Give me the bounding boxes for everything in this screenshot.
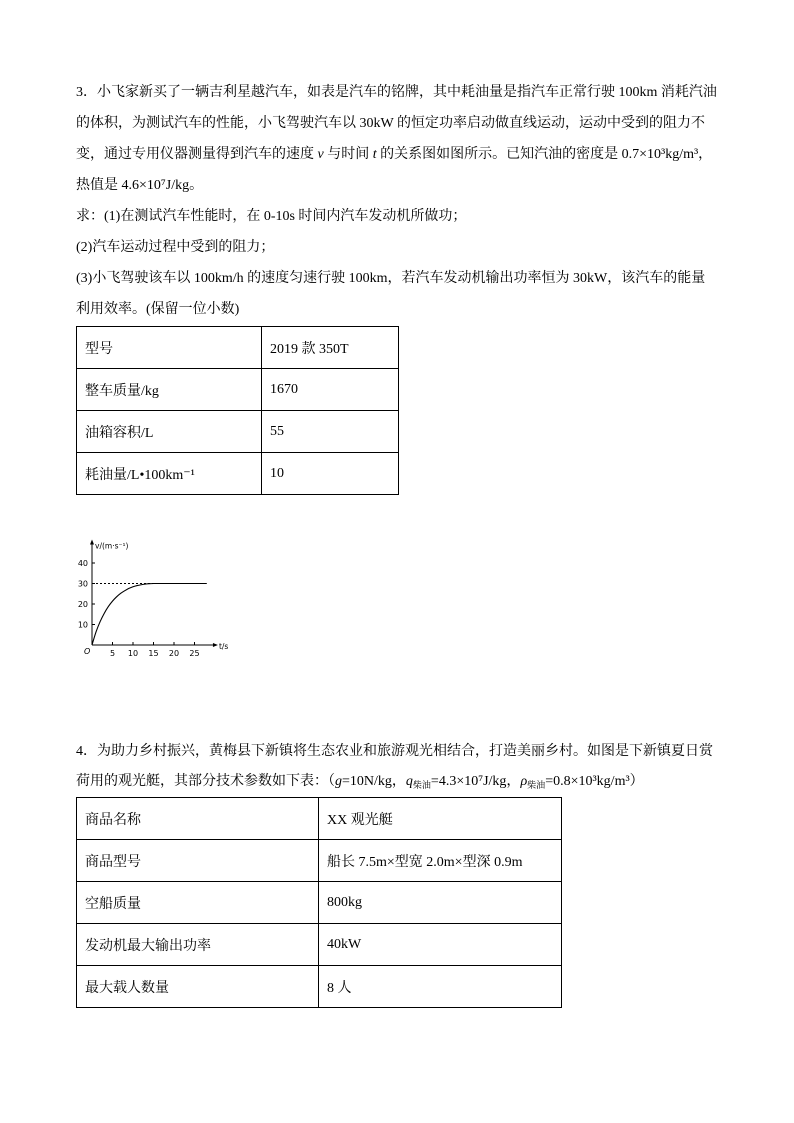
subscript-diesel: 柴油 [412,780,431,790]
question-3-text [76,77,717,325]
y-axis-label: v/(m·s⁻¹) [95,541,129,551]
table-cell-value: 2019 款 350T [262,327,399,369]
question-3-ask-1: 求：(1)在测试汽车性能时，在 0-10s 时间内汽车发动机所做功； [76,209,467,224]
velocity-symbol: v [317,147,324,162]
table-cell-label: 最大载人数量 [77,966,319,1008]
boat-spec-table [76,797,562,1008]
table-cell-value: 8 人 [319,966,562,1008]
table-row [77,327,399,369]
table-cell-label: 整车质量/kg [77,369,262,411]
x-axis-arrowhead [213,643,218,647]
table-row [77,411,399,453]
text-segment: =0.8×10³kg/m³） [545,774,644,789]
question-3-stem-line-3 [76,139,717,170]
table-cell-value: 10 [262,453,399,495]
text-segment: 变，通过专用仪器测量得到汽车的速度 [76,147,318,162]
text-segment: 荷用的观光艇，其部分技术参数如下表：（ [76,774,335,789]
car-nameplate-table [76,326,399,495]
table-row [77,924,562,966]
question-3-ask-2: (2)汽车运动过程中受到的阻力； [76,240,275,255]
table-cell-label: 发动机最大输出功率 [77,924,319,966]
table-cell-value: 55 [262,411,399,453]
table-row [77,840,562,882]
subscript-diesel: 柴油 [527,780,546,790]
table-cell-label: 型号 [77,327,262,369]
density-symbol: ρ [520,774,528,789]
x-axis-label: t/s [218,642,229,651]
question-3-ask-3-line-1: (3)小飞驾驶该车以 100km/h 的速度匀速行驶 100km，若汽车发动机输出功率恒为 30kW，该汽车的能量 [76,271,706,286]
velocity-time-chart [60,530,235,665]
table-row [77,882,562,924]
question-3-stem-line-4: 热值是 4.6×10⁷J/kg。 [76,178,204,193]
heat-value-symbol: q [405,774,413,789]
y-tick-label: 20 [77,600,88,609]
table-cell-label: 商品名称 [77,798,319,840]
y-tick-label: 30 [77,579,88,589]
question-4-text [76,737,713,797]
question-3-stem-line-1: 3．小飞家新买了一辆吉利星越汽车，如表是汽车的铭牌，其中耗油量是指汽车正常行驶 100km 消耗汽油 [76,85,717,100]
table-row [77,369,399,411]
table-cell-label: 耗油量/L•100km⁻¹ [77,453,262,495]
table-row [77,966,562,1008]
x-tick-label: 20 [168,649,180,658]
series-line-velocity-0 [92,583,207,645]
y-tick-label: 10 [77,620,88,630]
table-cell-value: 1670 [262,369,399,411]
question-4-stem-line-2 [76,767,713,797]
table-cell-label: 油箱容积/L [77,411,262,453]
table-row [77,798,562,840]
x-tick-label: 15 [148,649,159,658]
text-segment: =4.3×10⁷J/kg， [430,774,521,789]
question-3-ask-3-line-2: 利用效率。(保留一位小数) [76,302,240,317]
y-axis-arrowhead [90,540,94,545]
question-3-stem-line-2: 的体积，为测试汽车的性能，小飞驾驶汽车以 30kW 的恒定功率启动做直线运动，运动中受到的阻力不 [76,116,705,131]
text-segment: =10N/kg， [342,774,406,789]
time-symbol: t [372,147,377,162]
origin-label: O [84,647,91,656]
x-tick-label: 10 [127,649,139,658]
table-cell-value: 船长 7.5m×型宽 2.0m×型深 0.9m [319,840,562,882]
table-cell-value: 40kW [319,924,562,966]
text-segment: 的关系图如图所示。已知汽油的密度是 0.7×10³kg/m³， [376,147,713,162]
table-cell-value: 800kg [319,882,562,924]
gravity-symbol: g [335,774,342,789]
y-tick-label: 40 [77,559,88,568]
x-tick-label: 25 [189,649,200,658]
question-4-stem-line-1: 4．为助力乡村振兴，黄梅县下新镇将生态农业和旅游观光相结合，打造美丽乡村。如图是下新镇夏日赏 [76,744,713,759]
table-cell-label: 空船质量 [77,882,319,924]
table-cell-label: 商品型号 [77,840,319,882]
table-cell-value: XX 观光艇 [319,798,562,840]
table-row [77,453,399,495]
x-tick-label: 5 [109,649,116,658]
text-segment: 与时间 [323,147,373,162]
